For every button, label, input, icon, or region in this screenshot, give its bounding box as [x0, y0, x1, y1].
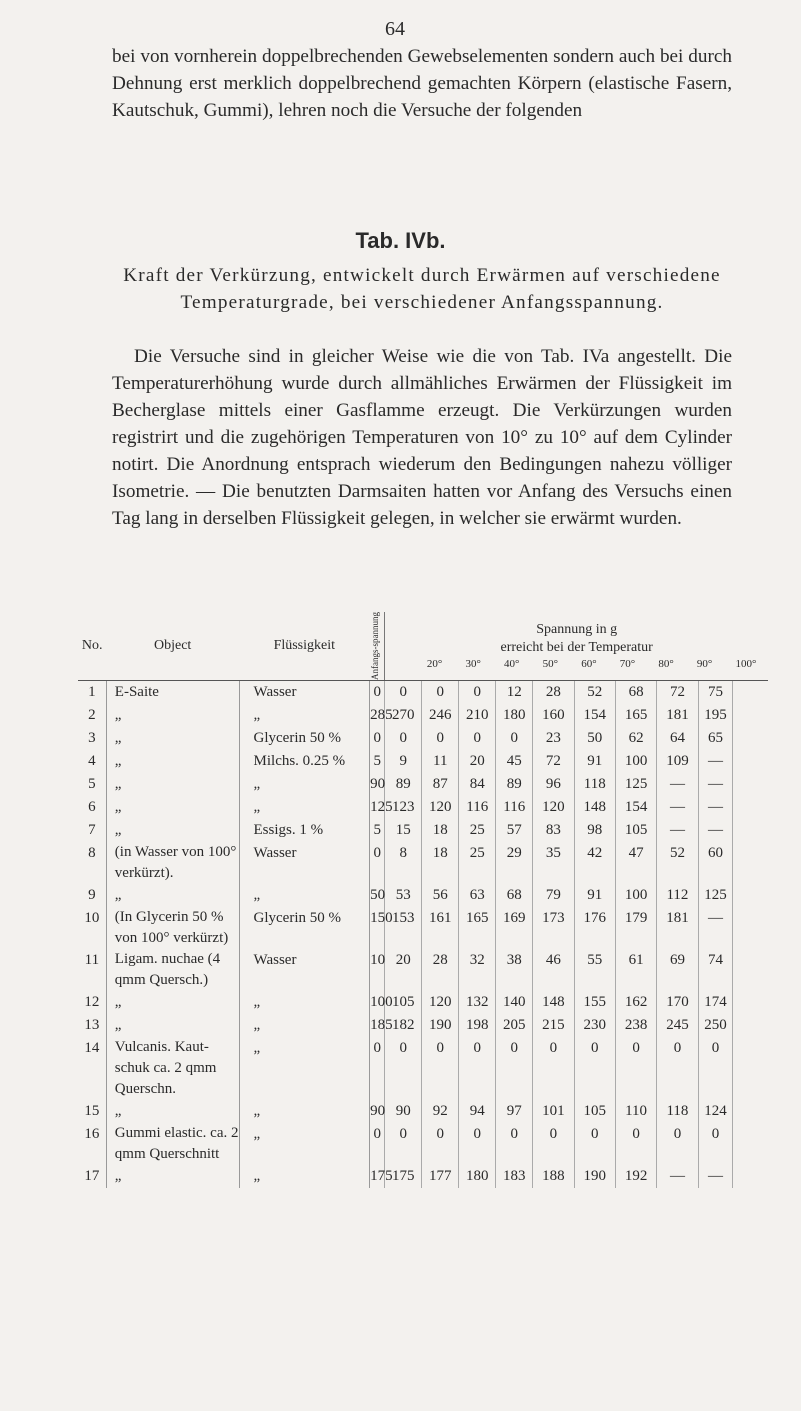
table-row: [78, 727, 768, 750]
tension-value: 28: [533, 681, 574, 705]
row-fluid: „: [239, 991, 370, 1014]
tension-value: 112: [657, 884, 698, 907]
page-number: 64: [385, 18, 405, 40]
tension-value: 0: [574, 1037, 615, 1100]
tension-value: 160: [533, 704, 574, 727]
row-object: „: [106, 1165, 239, 1188]
tension-value: 0: [385, 1037, 422, 1100]
row-object: Ligam. nuchae (4 qmm Quersch.): [106, 949, 239, 991]
tension-value: 47: [615, 842, 656, 884]
table-row: [78, 681, 768, 705]
row-number: 11: [78, 949, 106, 991]
tension-value: 0: [533, 1123, 574, 1165]
table-row: [78, 1123, 768, 1165]
tension-value: 246: [422, 704, 459, 727]
tension-value: 61: [615, 949, 656, 991]
tension-value: 180: [496, 704, 533, 727]
tension-value: 23: [533, 727, 574, 750]
tension-value: 120: [422, 796, 459, 819]
row-fluid: „: [239, 884, 370, 907]
header-fluid: Flüssigkeit: [239, 612, 370, 681]
tension-value: 0: [459, 681, 496, 705]
temp-label: 60°: [581, 658, 597, 670]
row-object: E-Saite: [106, 681, 239, 705]
table-row: [78, 819, 768, 842]
header-temperatures: [385, 658, 768, 670]
row-object: Vulcanis. Kautschuk ca. 2 qmm Querschn.: [106, 1037, 239, 1100]
tension-value: 169: [496, 907, 533, 949]
tension-value: 215: [533, 1014, 574, 1037]
tension-value: 94: [459, 1100, 496, 1123]
tension-value: 100: [370, 991, 385, 1014]
tension-value: 60: [698, 842, 733, 884]
tension-value: 0: [422, 1123, 459, 1165]
temp-label: 70°: [619, 658, 636, 670]
row-number: 9: [78, 884, 106, 907]
tension-value: 84: [459, 773, 496, 796]
tension-value: 120: [533, 796, 574, 819]
tension-value: 28: [422, 949, 459, 991]
tension-value: 5: [370, 750, 385, 773]
tension-value: 89: [496, 773, 533, 796]
tension-value: 35: [533, 842, 574, 884]
tension-value: 11: [422, 750, 459, 773]
row-object: „: [106, 884, 239, 907]
temp-label: 50°: [542, 658, 559, 670]
tension-value: 0: [496, 727, 533, 750]
tension-value: 89: [385, 773, 422, 796]
tension-value: 150: [370, 907, 385, 949]
row-fluid: Glycerin 50 %: [239, 727, 370, 750]
tension-value: —: [698, 796, 733, 819]
tension-value: 0: [370, 842, 385, 884]
table-row: [78, 1100, 768, 1123]
tension-value: 180: [459, 1165, 496, 1188]
tension-value: 124: [698, 1100, 733, 1123]
table-row: [78, 704, 768, 727]
tension-value: 101: [533, 1100, 574, 1123]
row-fluid: Milchs. 0.25 %: [239, 750, 370, 773]
row-fluid: Wasser: [239, 949, 370, 991]
tension-value: —: [657, 796, 698, 819]
tension-value: 69: [657, 949, 698, 991]
table-row: [78, 796, 768, 819]
tension-value: 72: [533, 750, 574, 773]
header-initial-tension-label: Anfangs-spannung: [369, 612, 380, 680]
row-fluid: Wasser: [239, 681, 370, 705]
row-fluid: „: [239, 1123, 370, 1165]
tension-value: 181: [657, 907, 698, 949]
table-header-row: [78, 612, 768, 681]
tension-value: 18: [422, 819, 459, 842]
table-row: [78, 842, 768, 884]
row-number: 14: [78, 1037, 106, 1100]
tension-value: 118: [574, 773, 615, 796]
tension-value: 238: [615, 1014, 656, 1037]
tension-value: —: [698, 1165, 733, 1188]
table-row: [78, 1014, 768, 1037]
tension-value: 165: [459, 907, 496, 949]
tension-value: 132: [459, 991, 496, 1014]
tension-value: 63: [459, 884, 496, 907]
tension-value: 65: [698, 727, 733, 750]
row-number: 6: [78, 796, 106, 819]
tension-value: 10: [370, 949, 385, 991]
tension-value: 125: [698, 884, 733, 907]
tension-value: 0: [533, 1037, 574, 1100]
header-no: No.: [78, 612, 106, 681]
tension-value: 83: [533, 819, 574, 842]
row-fluid: Wasser: [239, 842, 370, 884]
tension-value: 0: [459, 1037, 496, 1100]
table-row: [78, 991, 768, 1014]
table-label: Tab. IVb.: [355, 228, 446, 253]
tension-value: 0: [657, 1037, 698, 1100]
tension-value: 42: [574, 842, 615, 884]
row-object: Gummi elastic. ca. 2 qmm Querschnitt: [106, 1123, 239, 1165]
tension-value: 68: [496, 884, 533, 907]
row-fluid: „: [239, 1037, 370, 1100]
temp-label: 40°: [504, 658, 520, 670]
header-reached: erreicht bei der Temperatur: [500, 640, 653, 655]
row-object: „: [106, 1100, 239, 1123]
tension-value: 50: [574, 727, 615, 750]
tension-value: 0: [422, 1037, 459, 1100]
tension-value: 64: [657, 727, 698, 750]
row-fluid: „: [239, 1165, 370, 1188]
tension-value: 0: [422, 681, 459, 705]
tension-value: 0: [459, 727, 496, 750]
intro-paragraph: bei von vornherein doppelbrechenden Gewebselementen sondern auch bei durch Dehnung erst merklich doppelbrechend gemachten Körpern (elastische Fasern, Kautschuk, Gummi), lehren noch die Versuche der folgenden: [112, 46, 732, 121]
tension-value: 118: [657, 1100, 698, 1123]
row-number: 2: [78, 704, 106, 727]
tension-value: 74: [698, 949, 733, 991]
data-table: [78, 612, 768, 1188]
tension-value: 245: [657, 1014, 698, 1037]
tension-value: 116: [496, 796, 533, 819]
tension-value: 0: [370, 727, 385, 750]
tension-value: 90: [370, 773, 385, 796]
tension-value: 190: [422, 1014, 459, 1037]
tension-value: 188: [533, 1165, 574, 1188]
tension-value: 45: [496, 750, 533, 773]
row-fluid: „: [239, 704, 370, 727]
tension-value: 205: [496, 1014, 533, 1037]
tension-value: 57: [496, 819, 533, 842]
tension-value: 210: [459, 704, 496, 727]
tension-value: 0: [459, 1123, 496, 1165]
tension-value: 175: [370, 1165, 385, 1188]
row-number: 4: [78, 750, 106, 773]
tension-value: 176: [574, 907, 615, 949]
tension-value: —: [698, 907, 733, 949]
tension-value: 0: [574, 1123, 615, 1165]
tension-value: 183: [496, 1165, 533, 1188]
tension-value: 0: [615, 1037, 656, 1100]
tension-value: 148: [533, 991, 574, 1014]
tension-value: —: [657, 1165, 698, 1188]
row-number: 13: [78, 1014, 106, 1037]
tension-value: 72: [657, 681, 698, 705]
tension-value: 97: [496, 1100, 533, 1123]
tension-value: 0: [370, 681, 385, 705]
tension-value: 285: [370, 704, 385, 727]
tension-value: 0: [698, 1037, 733, 1100]
tension-value: 182: [385, 1014, 422, 1037]
temp-label: 20°: [426, 658, 443, 670]
tension-value: 162: [615, 991, 656, 1014]
tension-value: 185: [370, 1014, 385, 1037]
temp-label: 30°: [465, 658, 481, 670]
tension-value: 25: [459, 819, 496, 842]
tension-value: —: [698, 750, 733, 773]
tension-value: 155: [574, 991, 615, 1014]
tension-value: 0: [615, 1123, 656, 1165]
tension-value: 91: [574, 884, 615, 907]
header-tension: Spannung in g: [536, 622, 618, 637]
tension-value: 116: [459, 796, 496, 819]
tension-value: 52: [574, 681, 615, 705]
tension-value: 181: [657, 704, 698, 727]
tension-value: 120: [422, 991, 459, 1014]
tension-value: 20: [459, 750, 496, 773]
tension-value: 0: [422, 727, 459, 750]
row-object: „: [106, 1014, 239, 1037]
row-object: (In Glycerin 50 % von 100° verkürzt): [106, 907, 239, 949]
tension-value: 90: [370, 1100, 385, 1123]
tension-value: 154: [574, 704, 615, 727]
tension-value: 177: [422, 1165, 459, 1188]
row-object: „: [106, 796, 239, 819]
temp-label: 100°: [735, 658, 757, 670]
tension-value: 173: [533, 907, 574, 949]
tension-value: 0: [370, 1037, 385, 1100]
tension-value: 148: [574, 796, 615, 819]
tension-value: 55: [574, 949, 615, 991]
row-fluid: „: [239, 773, 370, 796]
tension-value: 8: [385, 842, 422, 884]
tension-value: 0: [698, 1123, 733, 1165]
tension-value: 0: [496, 1123, 533, 1165]
row-fluid: „: [239, 1100, 370, 1123]
tension-value: 0: [385, 1123, 422, 1165]
tension-value: 53: [385, 884, 422, 907]
tension-value: 195: [698, 704, 733, 727]
tension-value: 170: [657, 991, 698, 1014]
row-object: „: [106, 704, 239, 727]
row-number: 5: [78, 773, 106, 796]
tension-value: 12: [496, 681, 533, 705]
tension-value: 92: [422, 1100, 459, 1123]
tension-value: 98: [574, 819, 615, 842]
tension-value: 270: [385, 704, 422, 727]
tension-value: 125: [615, 773, 656, 796]
table-row: [78, 949, 768, 991]
header-tension-group: [385, 612, 768, 681]
table-row: [78, 1165, 768, 1188]
tension-value: 250: [698, 1014, 733, 1037]
tension-value: 123: [385, 796, 422, 819]
row-fluid: Glycerin 50 %: [239, 907, 370, 949]
table-row: [78, 907, 768, 949]
tension-value: 68: [615, 681, 656, 705]
table-body: [78, 681, 768, 1189]
table-row: [78, 884, 768, 907]
tension-value: 190: [574, 1165, 615, 1188]
tension-value: 174: [698, 991, 733, 1014]
tension-value: 46: [533, 949, 574, 991]
tension-value: 79: [533, 884, 574, 907]
row-number: 17: [78, 1165, 106, 1188]
tension-value: 179: [615, 907, 656, 949]
row-number: 1: [78, 681, 106, 705]
header-initial-tension: [370, 612, 385, 681]
tension-value: 32: [459, 949, 496, 991]
table-row: [78, 750, 768, 773]
row-object: „: [106, 750, 239, 773]
tension-value: —: [657, 773, 698, 796]
tension-value: 0: [496, 1037, 533, 1100]
table-caption: Kraft der Verkürzung, entwickelt durch Erwärmen auf verschiedene Temperaturgrade, bei verschiedener Anfangsspannung.: [123, 265, 721, 313]
row-number: 12: [78, 991, 106, 1014]
tension-value: 154: [615, 796, 656, 819]
row-number: 8: [78, 842, 106, 884]
tension-value: 192: [615, 1165, 656, 1188]
row-fluid: „: [239, 1014, 370, 1037]
row-number: 15: [78, 1100, 106, 1123]
row-object: „: [106, 727, 239, 750]
tension-value: 161: [422, 907, 459, 949]
tension-value: 91: [574, 750, 615, 773]
tension-value: 15: [385, 819, 422, 842]
tension-value: —: [698, 819, 733, 842]
tension-value: 105: [615, 819, 656, 842]
tension-value: 75: [698, 681, 733, 705]
tension-value: 96: [533, 773, 574, 796]
table-row: [78, 1037, 768, 1100]
tension-value: 38: [496, 949, 533, 991]
tension-value: 0: [370, 1123, 385, 1165]
temp-label: 90°: [696, 658, 713, 670]
tension-value: 165: [615, 704, 656, 727]
tension-value: 56: [422, 884, 459, 907]
header-object: Object: [106, 612, 239, 681]
tension-value: 90: [385, 1100, 422, 1123]
method-paragraph: Die Versuche sind in gleicher Weise wie die von Tab. IVa angestellt. Die Temperaturerhöhung wurde durch allmähliches Erwärmen der Flüssigkeit im Becherglase mittels einer Gasflamme erzeugt. Die Verkürzungen wurden registrirt und die zugehörigen Temperaturen von 10° zu 10° auf dem Cylinder notirt. Die Anordnung entsprach wiederum den Bedingungen nahezu völliger Isometrie. — Die benutzten Darmsaiten hatten vor Anfang des Versuchs einen Tag lang in derselben Flüssigkeit gelegen, in welcher sie erwärmt wurden.: [112, 346, 732, 529]
tension-value: 230: [574, 1014, 615, 1037]
tension-value: 9: [385, 750, 422, 773]
tension-value: 62: [615, 727, 656, 750]
tension-value: 100: [615, 884, 656, 907]
row-number: 16: [78, 1123, 106, 1165]
tension-value: 52: [657, 842, 698, 884]
tension-value: 20: [385, 949, 422, 991]
tension-value: 5: [370, 819, 385, 842]
tension-value: 50: [370, 884, 385, 907]
tension-value: 125: [370, 796, 385, 819]
tension-value: 110: [615, 1100, 656, 1123]
tension-value: 109: [657, 750, 698, 773]
row-object: (in Wasser von 100° verkürzt).: [106, 842, 239, 884]
tension-value: —: [698, 773, 733, 796]
tension-value: 140: [496, 991, 533, 1014]
tension-value: 18: [422, 842, 459, 884]
tension-value: 0: [657, 1123, 698, 1165]
tension-value: 175: [385, 1165, 422, 1188]
tension-value: 87: [422, 773, 459, 796]
tension-value: 0: [385, 727, 422, 750]
tension-value: 105: [385, 991, 422, 1014]
row-object: „: [106, 773, 239, 796]
row-fluid: „: [239, 796, 370, 819]
row-fluid: Essigs. 1 %: [239, 819, 370, 842]
row-object: „: [106, 991, 239, 1014]
row-number: 7: [78, 819, 106, 842]
tension-value: 0: [385, 681, 422, 705]
row-object: „: [106, 819, 239, 842]
tension-value: 25: [459, 842, 496, 884]
tension-value: 100: [615, 750, 656, 773]
tension-value: 198: [459, 1014, 496, 1037]
temp-label: 80°: [658, 658, 674, 670]
tension-value: 153: [385, 907, 422, 949]
tension-value: 29: [496, 842, 533, 884]
row-number: 3: [78, 727, 106, 750]
tension-value: —: [657, 819, 698, 842]
row-number: 10: [78, 907, 106, 949]
table-row: [78, 773, 768, 796]
tension-value: 105: [574, 1100, 615, 1123]
